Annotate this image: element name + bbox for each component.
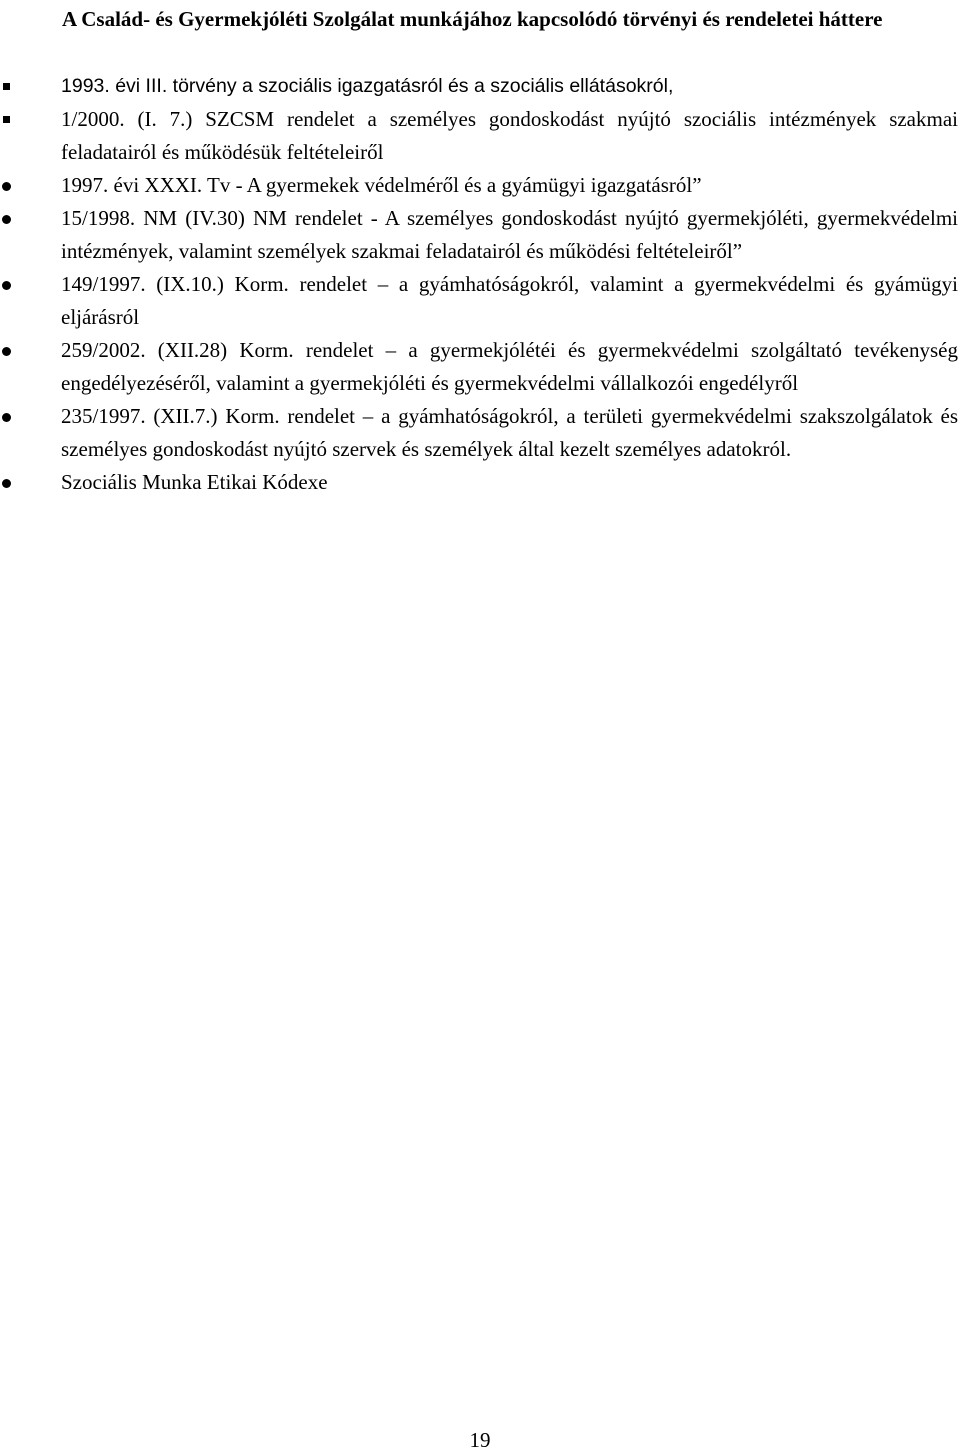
list-item-text: Szociális Munka Etikai Kódexe xyxy=(61,470,328,494)
round-bullet-icon xyxy=(0,334,20,367)
page-number: 19 xyxy=(469,1428,491,1452)
round-bullet-icon xyxy=(0,268,20,301)
list-item xyxy=(0,103,960,169)
square-bullet-icon xyxy=(0,70,20,103)
list-item-text: 1997. évi XXXI. Tv - A gyermekek védelméről és a gyámügyi igazgatásról” xyxy=(61,173,702,197)
round-bullet-icon xyxy=(0,169,20,202)
round-bullet-icon xyxy=(0,202,20,235)
list-item-text: 149/1997. (IX.10.) Korm. rendelet – a gyámhatóságokról, valamint a gyermekvédelmi és gyámügyi eljárásról xyxy=(61,272,958,329)
list-item xyxy=(0,400,960,466)
list-item-text: 235/1997. (XII.7.) Korm. rendelet – a gyámhatóságokról, a területi gyermekvédelmi szakszolgálatok és személyes gondoskodást nyújtó szervek és személyek által kezelt személyes adatokról. xyxy=(61,404,958,461)
list-item xyxy=(0,202,960,268)
list-item-text: 1993. évi III. törvény a szociális igazgatásról és a szociális ellátásokról, xyxy=(61,75,674,97)
list-item xyxy=(0,268,960,334)
list-item xyxy=(0,466,960,499)
square-bullet-icon xyxy=(0,103,20,136)
list-item xyxy=(0,334,960,400)
list-item xyxy=(0,70,960,103)
round-bullet-icon xyxy=(0,400,20,433)
legislation-list xyxy=(0,70,960,499)
list-item-text: 1/2000. (I. 7.) SZCSM rendelet a személyes gondoskodást nyújtó szociális intézmények szakmai feladatairól és működésük feltételeiről xyxy=(61,107,958,164)
list-item-text: 15/1998. NM (IV.30) NM rendelet - A személyes gondoskodást nyújtó gyermekjóléti, gyermekvédelmi intézmények, valamint személyek szakmai feladatairól és működési feltételeiről” xyxy=(61,206,958,263)
list-item xyxy=(0,169,960,202)
round-bullet-icon xyxy=(0,466,20,499)
document-heading: A Család- és Gyermekjóléti Szolgálat munkájához kapcsolódó törvényi és rendeletei háttere xyxy=(62,7,883,31)
list-item-text: 259/2002. (XII.28) Korm. rendelet – a gyermekjólétéi és gyermekvédelmi szolgáltató tevékenység engedélyezéséről, valamint a gyermekjóléti és gyermekvédelmi vállalkozói engedélyről xyxy=(61,338,958,395)
